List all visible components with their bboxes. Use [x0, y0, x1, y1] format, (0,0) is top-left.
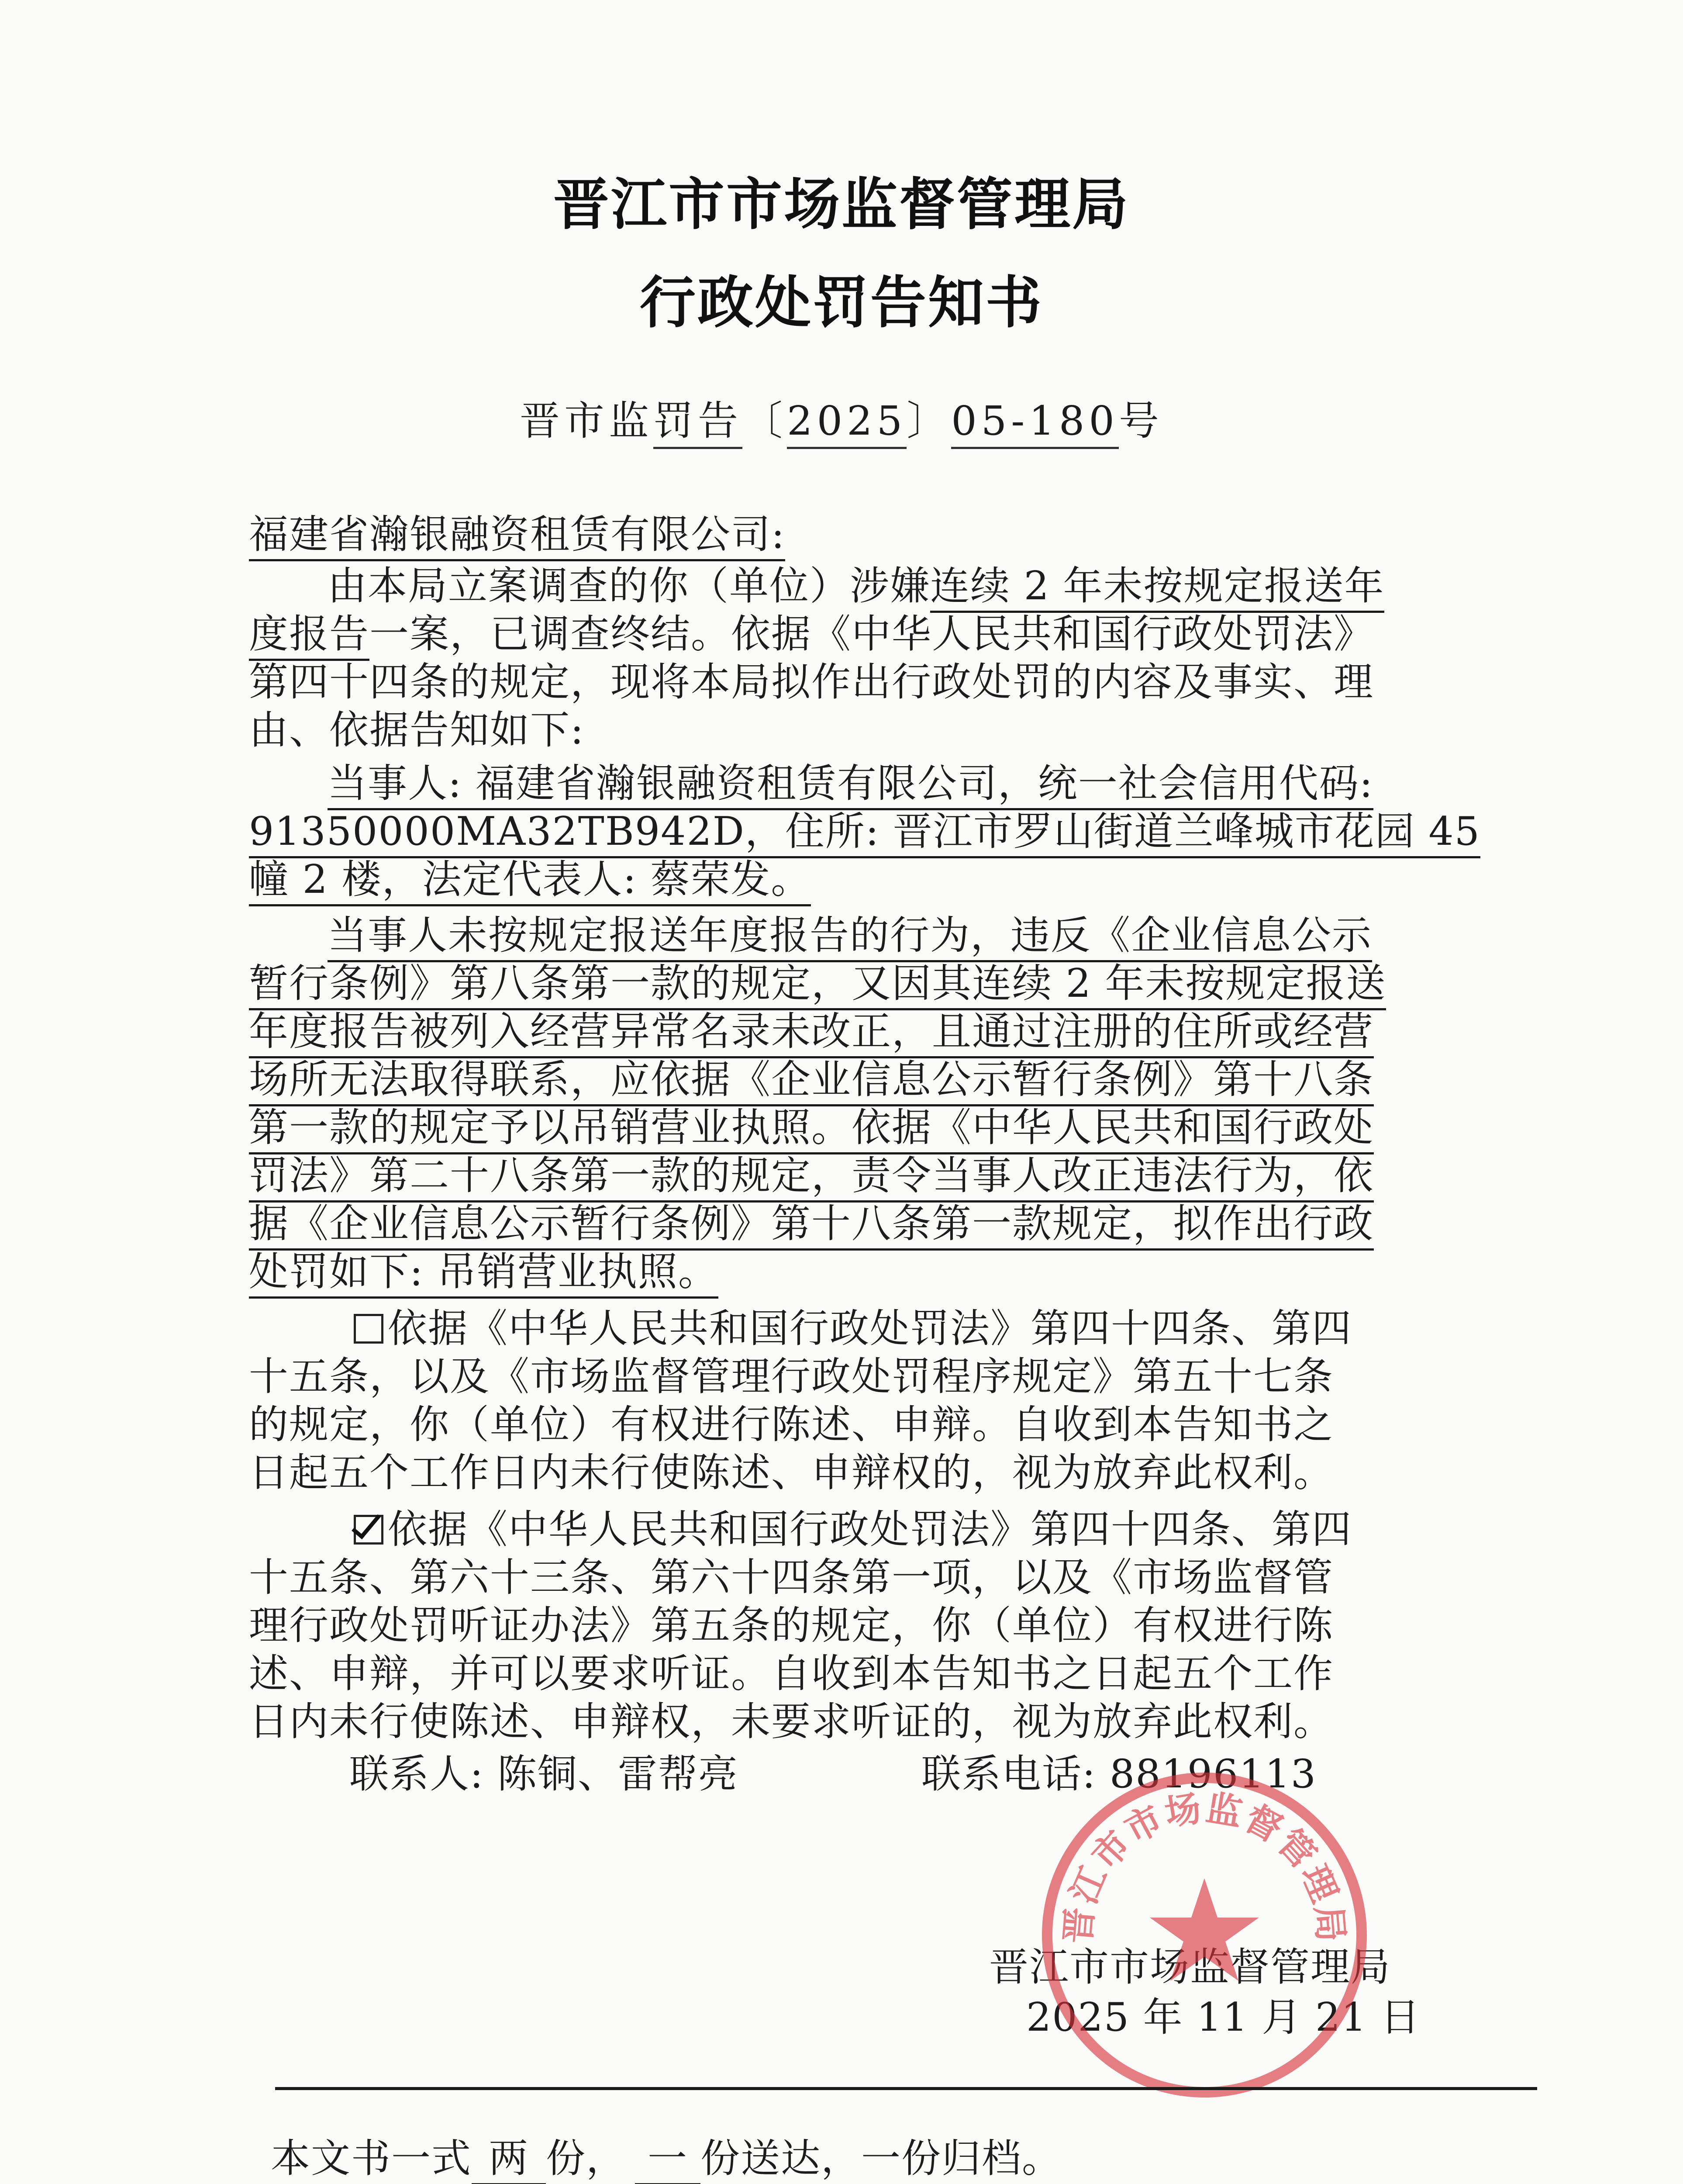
party-line-3-text: 幢 2 楼，法定代表人: 蔡荣发。: [249, 857, 811, 906]
footer-note: [271, 2126, 1459, 2184]
facts-line-8-text: 处罚如下: 吊销营业执照。: [249, 1249, 718, 1299]
option1-line-2: 十五条，以及《市场监督管理行政处罚程序规定》第五十七条: [249, 1354, 1334, 1400]
footer-part2: 份，: [546, 2136, 626, 2181]
option1-checkbox[interactable]: [354, 1314, 383, 1344]
p1-line-1a: 由本局立案调查的你（单位）涉嫌: [328, 563, 930, 609]
option2-line-4: 述、申辩，并可以要求听证。自收到本告知书之日起五个工作: [249, 1651, 1334, 1697]
option1-line-3: 的规定，你（单位）有权进行陈述、申辩。自收到本告知书之: [249, 1402, 1334, 1448]
agency-title: 晋江市市场监督管理局: [553, 172, 1130, 237]
footer-part3: 份送达，一份归档。: [700, 2136, 1062, 2181]
facts-line-3-text: 年度报告被列入经营异常名录未改正，且通过注册的住所或经营: [249, 1009, 1374, 1058]
doc-number-bracket-open: 〔: [742, 397, 787, 444]
contact-phone-label: 联系电话:: [921, 1751, 1110, 1797]
party-line-1-text: 当事人: 福建省瀚银融资租赁有限公司，统一社会信用代码:: [328, 760, 1373, 810]
party-line-3: [249, 847, 1437, 904]
addressee-text: 福建省瀚银融资租赁有限公司:: [249, 511, 785, 561]
option2-line-3: 理行政处罚听证办法》第五条的规定，你（单位）有权进行陈: [249, 1603, 1334, 1648]
facts-line-2-text: 暂行条例》第八条第一款的规定，又因其连续 2 年未按规定报送: [249, 961, 1386, 1010]
option1-line-1-text: 依据《中华人民共和国行政处罚法》第四十四条、第四: [388, 1306, 1352, 1351]
option2-line-1-text: 依据《中华人民共和国行政处罚法》第四十四条、第四: [388, 1507, 1352, 1552]
option2-line-2: 十五条、第六十三条、第六十四条第一项，以及《市场监督管: [249, 1555, 1334, 1600]
contact-phone-number: 88196113: [1109, 1751, 1317, 1797]
p1-line-3: 第四十四条的规定，现将本局拟作出行政处罚的内容及事实、理: [249, 659, 1374, 705]
seal-star-icon: [1150, 1878, 1259, 1981]
facts-line-1-text: 当事人未按规定报送年度报告的行为，违反《企业信息公示: [328, 912, 1372, 962]
footer-served: 一: [635, 2126, 700, 2184]
p1-line-2b: 一案，已调查终结。依据《中华人民共和国行政处罚法》: [369, 611, 1374, 657]
party-line-2-text: 91350000MA32TB942D，住所: 晋江市罗山街道兰峰城市花园 45: [249, 809, 1480, 858]
option2-checkbox[interactable]: [354, 1515, 383, 1545]
footer-divider: [275, 2087, 1537, 2090]
signature-date: 2025 年 11 月 21 日: [1026, 1994, 1421, 2040]
facts-line-7-text: 据《企业信息公示暂行条例》第十八条第一款规定，拟作出行政: [249, 1201, 1374, 1251]
doc-number-year: 2025: [787, 397, 907, 449]
contact-persons: 陈铜、雷帮亮: [497, 1751, 738, 1797]
footer-copies: 两: [472, 2126, 546, 2184]
doc-number-type: 罚告: [653, 397, 742, 449]
p1-line-2a: 度报告: [249, 611, 369, 661]
contact-person-label: 联系人:: [349, 1751, 497, 1797]
official-seal: [1038, 1769, 1370, 2101]
document-number: [0, 389, 1683, 446]
facts-line-5-text: 第一款的规定予以吊销营业执照。依据《中华人民共和国行政处: [249, 1105, 1374, 1154]
doc-number-suffix: 号: [1118, 397, 1163, 444]
addressee: [249, 502, 1437, 559]
option2-line-5: 日内未行使陈述、申辩权，未要求听证的，视为放弃此权利。: [249, 1699, 1334, 1745]
signature-agency: 晋江市市场监督管理局: [989, 1944, 1391, 1990]
doc-number-prefix: 晋市监: [520, 397, 654, 444]
p1-line-4: 由、依据告知如下:: [249, 707, 585, 753]
facts-line-4-text: 场所无法取得联系，应依据《企业信息公示暂行条例》第十八条: [249, 1057, 1374, 1106]
doc-number-bracket-close: 〕: [907, 397, 952, 444]
document-title: 行政处罚告知书: [639, 270, 1043, 335]
seal-text: 晋江市市场监督管理局: [1057, 1787, 1352, 1945]
p1-line-1b: 连续 2 年未按规定报送年: [930, 563, 1384, 613]
doc-number-serial: 05-180: [951, 397, 1119, 449]
facts-line-8: [249, 1240, 1437, 1296]
option1-line-4: 日起五个工作日内未行使陈述、申辩权的，视为放弃此权利。: [249, 1450, 1334, 1496]
facts-line-6-text: 罚法》第二十八条第一款的规定，责令当事人改正违法行为，依: [249, 1153, 1374, 1203]
footer-part1: 本文书一式: [271, 2136, 472, 2181]
